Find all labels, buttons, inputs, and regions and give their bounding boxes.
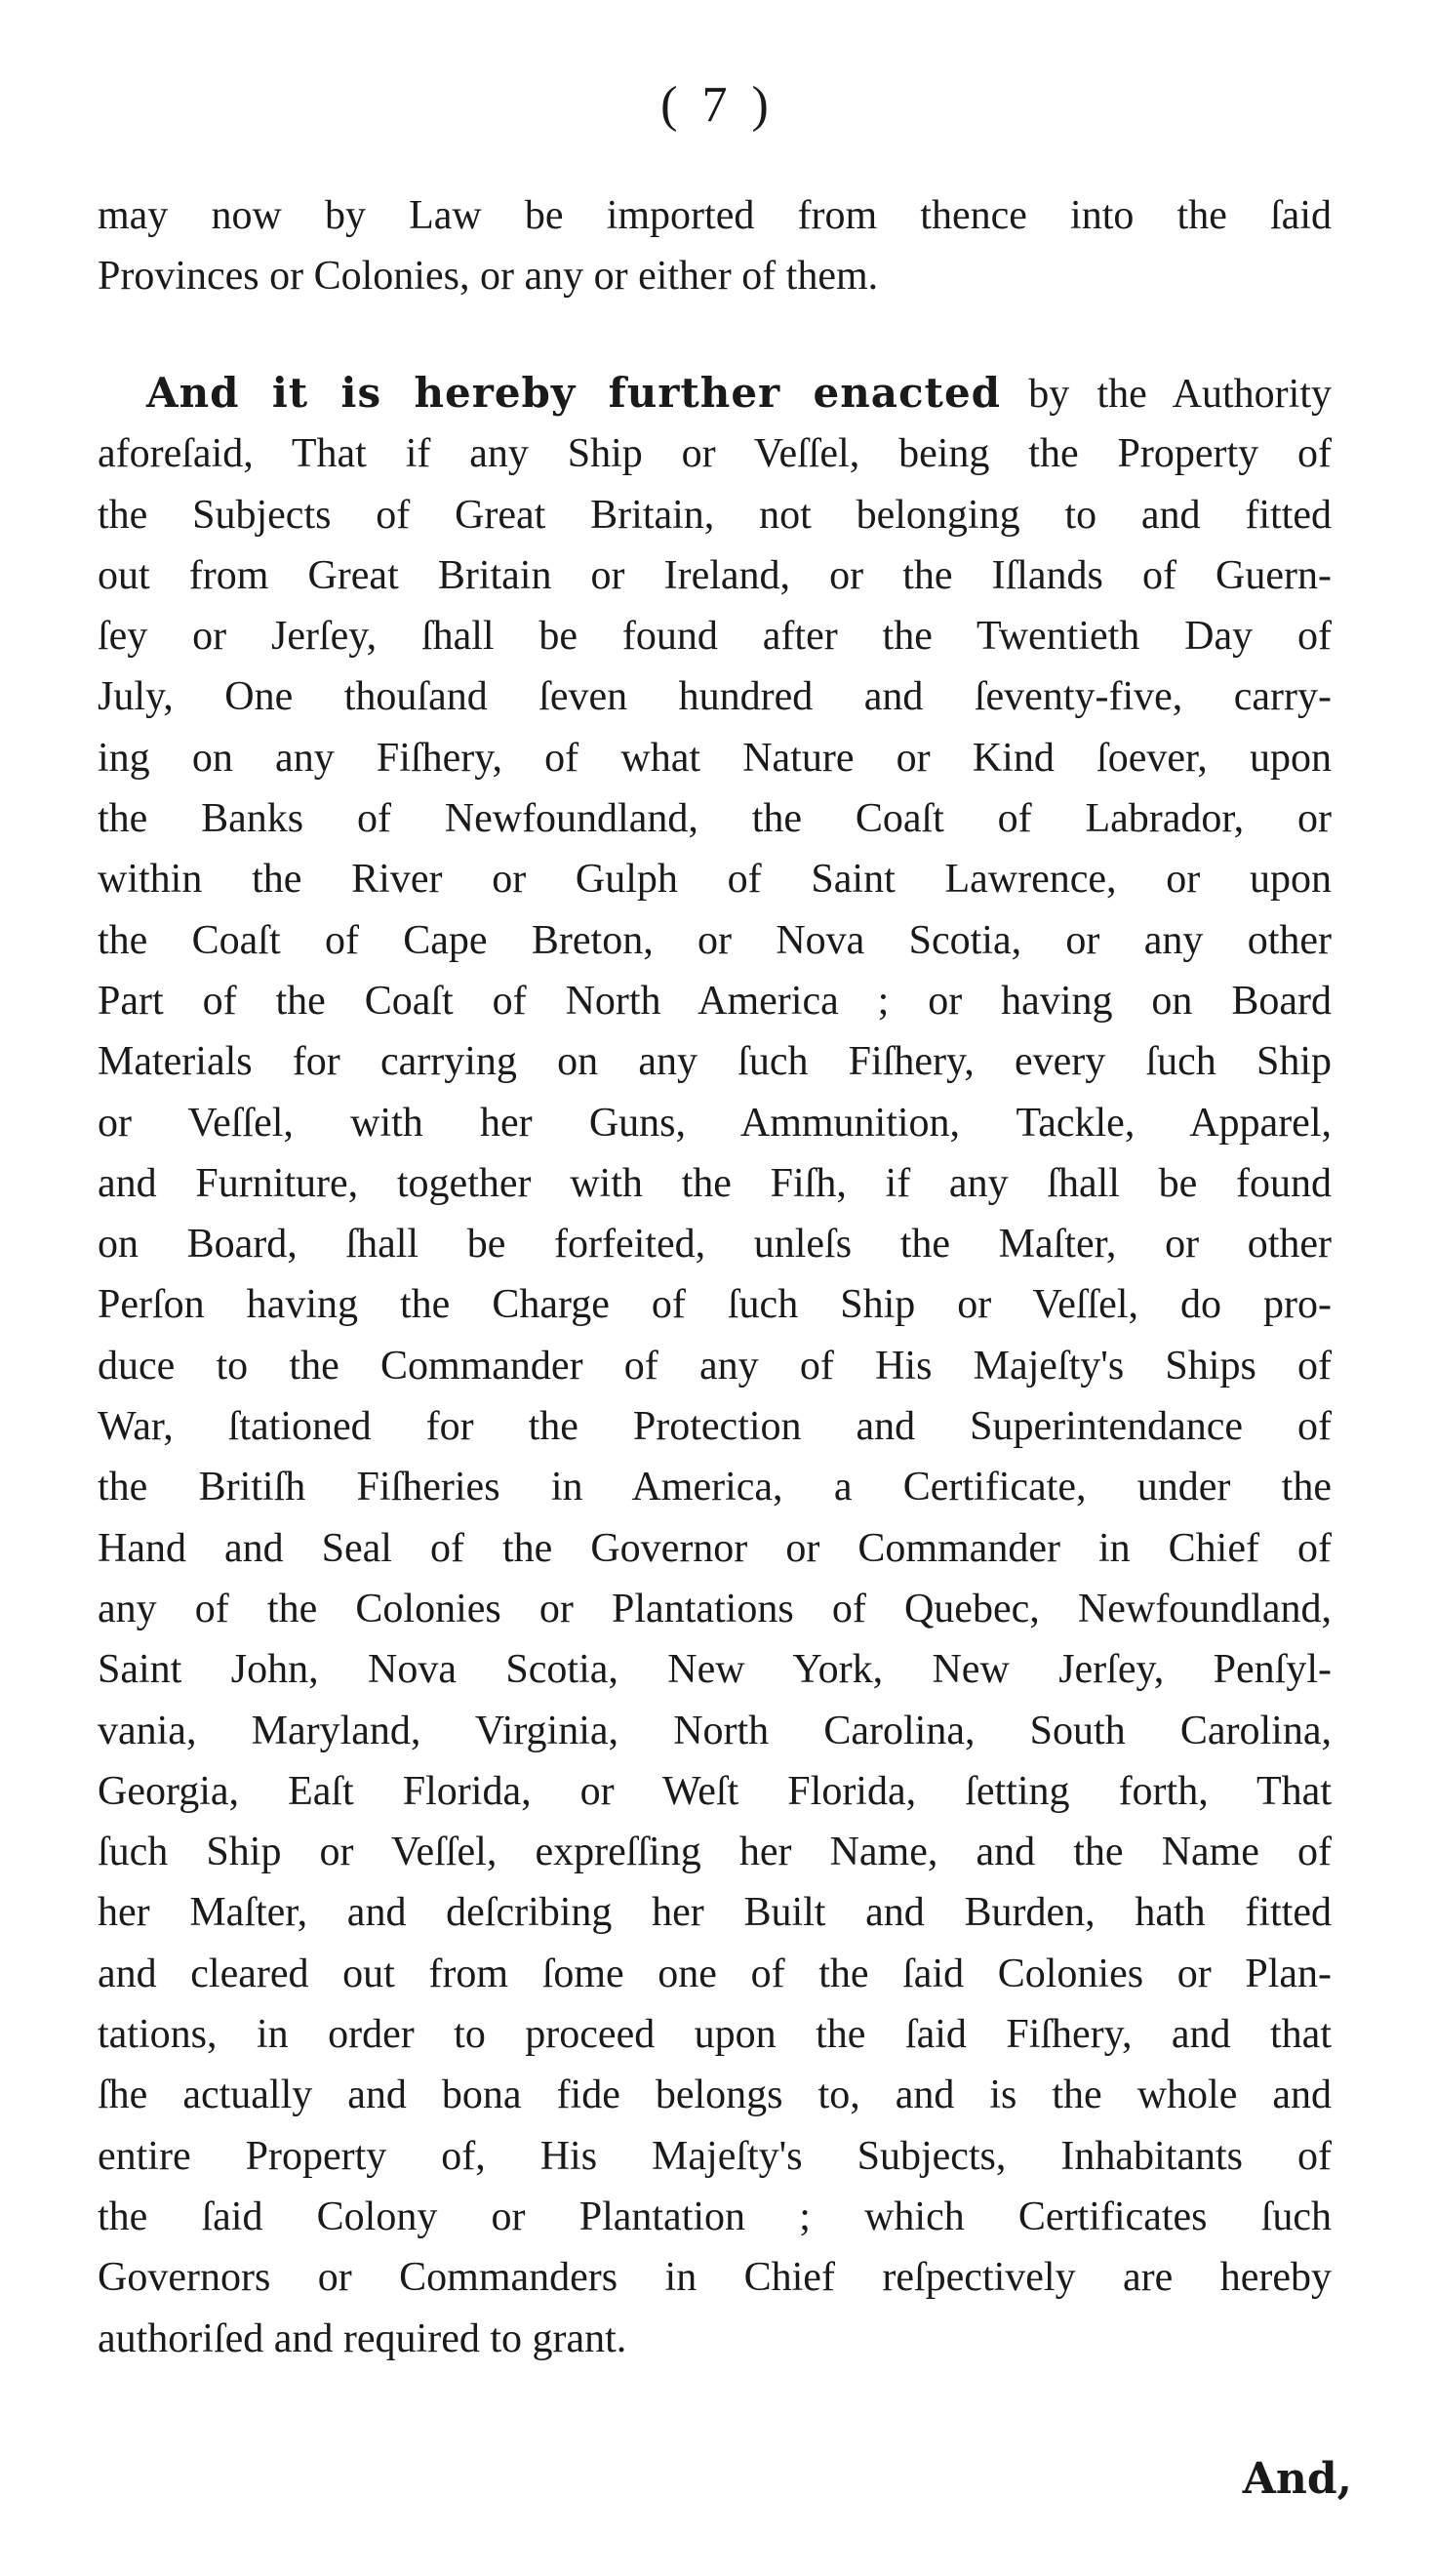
text-line: tations, in order to proceed upon the ſaid Fiſhery, and that [98, 2012, 1332, 2058]
text-line: the Subjects of Great Britain, not belonging to and fitted [98, 492, 1332, 538]
text-line: on Board, ſhall be forfeited, unleſs the Maſter, or other [98, 1222, 1332, 1268]
text-line: authoriſed and required to grant. [98, 2315, 627, 2361]
text-line: Part of the Coaſt of North America ; or having on Board [98, 978, 1332, 1024]
text-line: Materials for carrying on any ſuch Fiſhery, every ſuch Ship [98, 1039, 1332, 1085]
text-line: ing on any Fiſhery, of what Nature or Kind ſoever, upon [98, 735, 1332, 781]
text-line: July, One thouſand ſeven hundred and ſeventy-five, carry- [98, 674, 1332, 720]
text-line: vania, Maryland, Virginia, North Carolina, South Carolina, [98, 1708, 1332, 1753]
text-line: the Coaſt of Cape Breton, or Nova Scotia, or any other [98, 917, 1332, 963]
text-line: out from Great Britain or Ireland, or the Iſlands of Guern- [98, 552, 1332, 598]
text-line: the Banks of Newfoundland, the Coaſt of Labrador, or [98, 796, 1332, 842]
text-line: ſuch Ship or Veſſel, expreſſing her Name, and the Name of [98, 1830, 1332, 1875]
text-line: ſey or Jerſey, ſhall be found after the Twentieth Day of [98, 614, 1332, 660]
text-line: entire Property of, His Majeſty's Subjects, Inhabitants of [98, 2133, 1332, 2179]
text-line: may now by Law be imported from thence into the ſaid [98, 193, 1332, 238]
text-fragment: by the Authority [1001, 372, 1332, 417]
text-line: duce to the Commander of any of His Majeſty's Ships of [98, 1343, 1332, 1389]
text-line: and cleared out from ſome one of the ſaid Colonies or Plan- [98, 1951, 1332, 1996]
text-line: and Furniture, together with the Fiſh, if any ſhall be found [98, 1160, 1332, 1206]
text-line: Saint John, Nova Scotia, New York, New Jerſey, Penſyl- [98, 1647, 1332, 1693]
text-line: the Britiſh Fiſheries in America, a Certificate, under the [98, 1465, 1332, 1510]
text-line: or Veſſel, with her Guns, Ammunition, Tackle, Apparel, [98, 1100, 1332, 1146]
catchword: And, [1242, 2454, 1352, 2504]
text-line: Perſon having the Charge of ſuch Ship or Veſſel, do pro- [98, 1282, 1332, 1328]
paragraph-2 [98, 363, 1332, 2369]
page-number: ( 7 ) [660, 77, 775, 133]
text-line: ſhe actually and bona fide belongs to, and is the whole and [98, 2073, 1332, 2118]
text-line: the ſaid Colony or Plantation ; which Certificates ſuch [98, 2194, 1332, 2239]
text-line: Provinces or Colonies, or any or either of them. [98, 254, 879, 300]
text-line: Governors or Commanders in Chief reſpectively are hereby [98, 2255, 1332, 2301]
enacting-clause-opening: And it is hereby further enacted [146, 369, 1002, 417]
text-line: her Maſter, and deſcribing her Built and Burden, hath fitted [98, 1890, 1332, 1936]
text-line: any of the Colonies or Plantations of Quebec, Newfoundland, [98, 1586, 1332, 1631]
text-line: Hand and Seal of the Governor or Commander in Chief of [98, 1525, 1332, 1571]
text-line: War, ſtationed for the Protection and Superintendance of [98, 1404, 1332, 1450]
paragraph-1 [98, 185, 1332, 307]
text-line: within the River or Gulph of Saint Lawrence, or upon [98, 857, 1332, 903]
text-line: aforeſaid, That if any Ship or Veſſel, being the Property of [98, 431, 1332, 477]
text-line: Georgia, Eaſt Florida, or Weſt Florida, ſetting forth, That [98, 1768, 1332, 1814]
text-line [98, 363, 1332, 423]
